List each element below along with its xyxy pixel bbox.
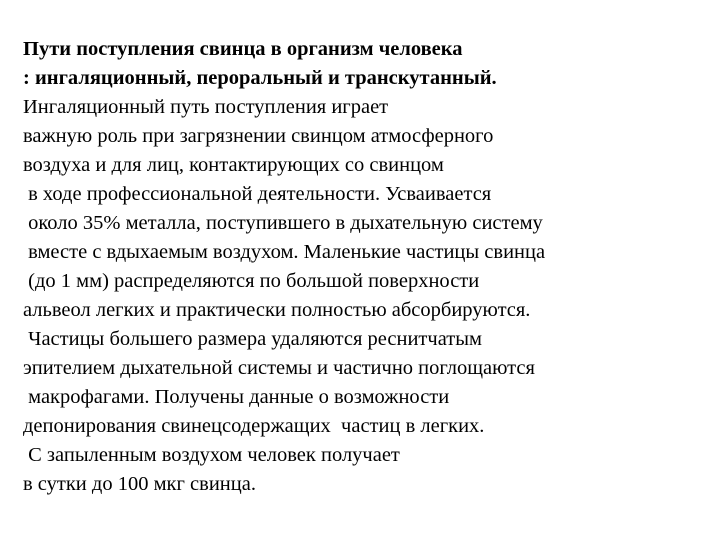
body-line-13: С запыленным воздухом человек получает (23, 444, 400, 466)
heading-line-1: Пути поступления свинца в организм человека (23, 38, 463, 60)
heading-line-2: : ингаляционный, пероральный и транскутанный. (23, 67, 497, 89)
body-line-3: воздуха и для лиц, контактирующих со свинцом (23, 154, 444, 176)
text-block (23, 35, 713, 499)
body-line-9: Частицы большего размера удаляются реснитчатым (23, 328, 482, 350)
body-line-4: в ходе профессиональной деятельности. Усваивается (23, 183, 492, 205)
body-line-8: альвеол легких и практически полностью абсорбируются. (23, 299, 531, 321)
body-line-14: в сутки до 100 мкг свинца. (23, 473, 256, 495)
body-line-2: важную роль при загрязнении свинцом атмосферного (23, 125, 494, 147)
body-line-7: (до 1 мм) распределяются по большой поверхности (23, 270, 480, 292)
body-line-12: депонирования свинецсодержащих частиц в легких. (23, 415, 485, 437)
body-line-6: вместе с вдыхаемым воздухом. Маленькие частицы свинца (23, 241, 546, 263)
body-line-1: Ингаляционный путь поступления играет (23, 96, 389, 118)
body-line-10: эпителием дыхательной системы и частично поглощаются (23, 357, 535, 379)
body-line-11: макрофагами. Получены данные о возможности (23, 386, 450, 408)
body-line-5: около 35% металла, поступившего в дыхательную систему (23, 212, 543, 234)
